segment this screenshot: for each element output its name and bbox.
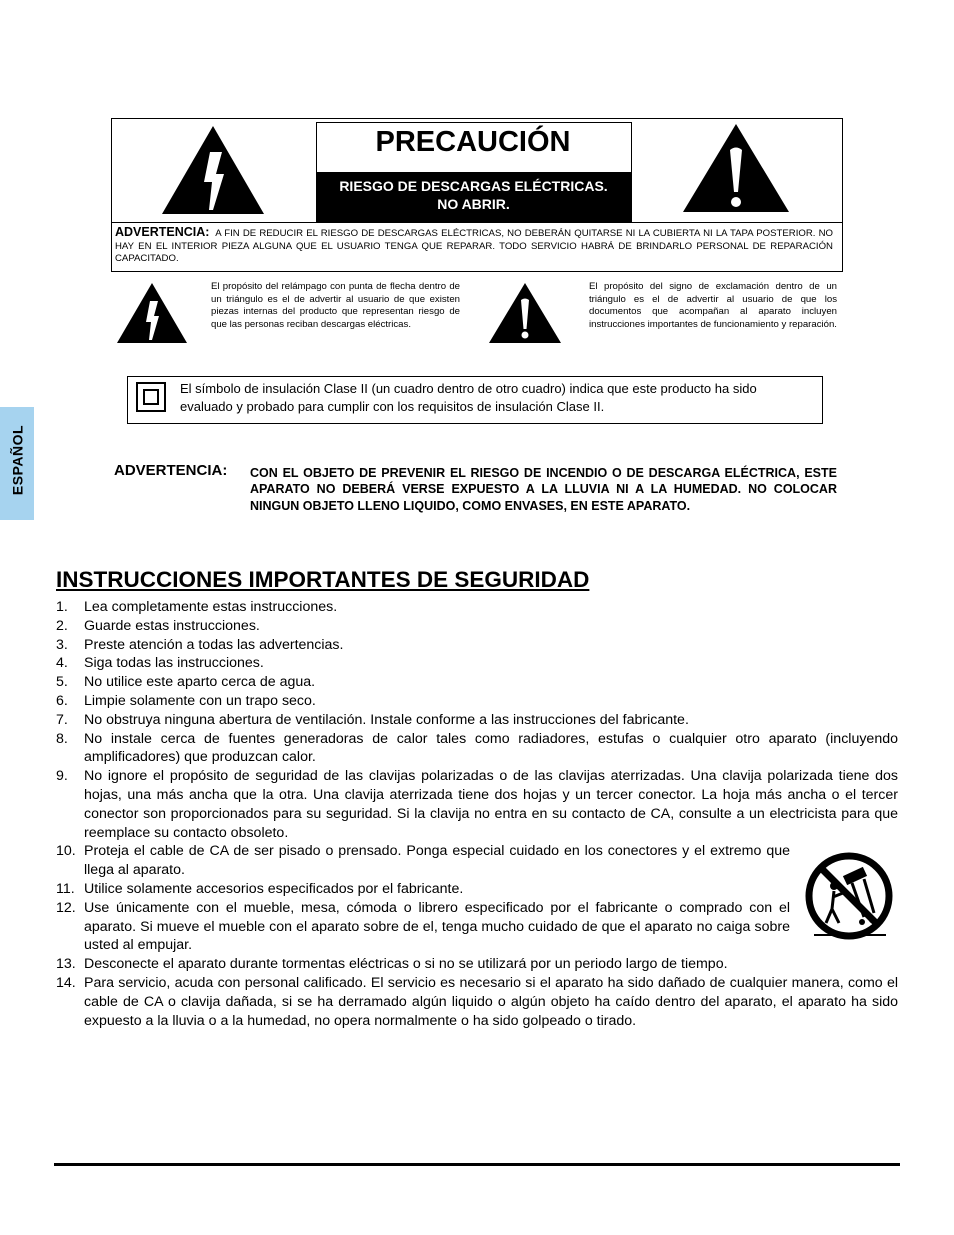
shock-risk-line-2: NO ABRIR. — [437, 196, 510, 212]
instruction-item — [56, 692, 898, 711]
instruction-text: Utilice solamente accesorios especificados por el fabricante. — [84, 880, 464, 897]
instruction-text: Preste atención a todas las advertencias. — [84, 636, 344, 653]
safety-instructions-list — [56, 598, 898, 1030]
instruction-text: Lea completamente estas instrucciones. — [84, 599, 338, 615]
caution-title: PRECAUCIÓN — [375, 126, 571, 158]
instruction-item — [56, 636, 898, 655]
instruction-item — [56, 899, 790, 955]
instruction-number: 7. — [56, 711, 68, 728]
lightning-description: El propósito del relámpago con punta de flecha dentro de un triángulo es el de advertir al usuario de que existen piezas internas del producto que representan riesgo de que las personas reciban descargas eléctricas. — [211, 281, 460, 330]
instruction-number: 2. — [56, 617, 68, 634]
exclamation-symbol-icon — [488, 282, 562, 344]
shock-risk-line-1: RIESGO DE DESCARGAS ELÉCTRICAS. — [339, 178, 608, 194]
instruction-number: 5. — [56, 674, 68, 691]
instruction-item — [56, 617, 898, 636]
class2-insulation-inner-icon — [143, 389, 159, 405]
instruction-text: No instale cerca de fuentes generadoras de calor tales como radiadores, estufas o cualquier otro aparato (incluyendo amplificadores) que produzcan calor. — [84, 730, 898, 766]
instruction-text: Para servicio, acuda con personal calificado. El servicio es necesario si el aparato ha sido dañado de cualquier manera, como el cable de CA o clavija dañada, si se ha derramado algún liquido o algún objeto ha caído dentro del aparato, el aparato ha sido expuesto a la lluvia o a la humedad, no opera normalmente o ha sido golpeado o tirado. — [84, 974, 898, 1029]
instruction-number: 1. — [56, 599, 68, 615]
instruction-text: No obstruya ninguna abertura de ventilación. Instale conforme a las instrucciones del fabricante. — [84, 711, 689, 728]
instruction-number: 4. — [56, 655, 68, 672]
instruction-text: Proteja el cable de CA de ser pisado o prensado. Ponga especial cuidado en los conectores y el extremo que llega al aparato. — [84, 843, 790, 879]
instruction-text: Use únicamente con el mueble, mesa, cómoda o librero especificado por el fabricante o comprado con el aparato. Si mueve el mueble con el aparato sobre de el, tenga mucho cuidado de que el aparato no caiga sobre usted al empujar. — [84, 899, 790, 954]
instruction-text: Desconecte el aparato durante tormentas eléctricas o si no se utilizará por un periodo largo de tiempo. — [84, 956, 728, 973]
class2-text: El símbolo de insulación Clase II (un cuadro dentro de otro cuadro) indica que este producto ha sido evaluado y probado para cumplir con los requisitos de insulación Clase II. — [180, 381, 757, 414]
exclamation-description: El propósito del signo de exclamación dentro de un triángulo es el de advertir al usuario de que los documentos que acompañan al aparato incluyen instrucciones importantes de funcionamiento y reparación. — [589, 281, 837, 330]
instruction-item — [56, 654, 898, 673]
instruction-item — [56, 598, 898, 617]
language-tab-label: ESPAÑOL — [9, 424, 26, 496]
fire-warning-text: CON EL OBJETO DE PREVENIR EL RIESGO DE INCENDIO O DE DESCARGA ELÉCTRICA, ESTE APARATO NO DEBERÁ VERSE EXPUESTO A LA LLUVIA NI A LA HUMEDAD. NO COLOCAR NINGUN OBJETO LLENO LIQUIDO, COMO ENVASES, EN ESTE APARATO. — [250, 466, 837, 513]
caution-warning-text: A FIN DE REDUCIR EL RIESGO DE DESCARGAS ELÉCTRICAS, NO DEBERÁN QUITARSE NI LA CUBIERTA NI LA TAPA POSTERIOR. NO HAY EN EL INTERIOR PIEZA ALGUNA QUE EL USUARIO TENGA QUE REPARAR. TODO SERVICIO HABRÁ DE BRINDARLO PERSONAL DE REPARACIÓN CAPACITADO. — [115, 228, 833, 264]
instruction-number: 6. — [56, 692, 68, 709]
fire-warning-label: ADVERTENCIA: — [114, 462, 228, 479]
instruction-item — [56, 842, 790, 880]
instruction-number: 13. — [56, 956, 76, 973]
instruction-number: 12. — [56, 899, 76, 916]
instruction-number: 8. — [56, 730, 68, 747]
safety-heading: INSTRUCCIONES IMPORTANTES DE SEGURIDAD — [56, 567, 590, 592]
instruction-item — [56, 880, 790, 899]
caution-warning — [115, 226, 833, 266]
instruction-text: Limpie solamente con un trapo seco. — [84, 692, 316, 709]
lightning-symbol-icon — [116, 282, 188, 344]
instruction-number: 11. — [56, 880, 75, 897]
instruction-item — [56, 767, 898, 842]
instruction-text: Guarde estas instrucciones. — [84, 617, 260, 634]
lightning-warning-icon — [160, 124, 266, 216]
instruction-item — [56, 974, 898, 1030]
exclamation-warning-icon — [681, 122, 791, 214]
instruction-item — [56, 955, 898, 974]
instruction-number: 14. — [56, 974, 76, 991]
instruction-item — [56, 730, 898, 768]
bottom-rule — [54, 1163, 900, 1166]
instruction-text: No utilice este aparto cerca de agua. — [84, 674, 316, 691]
instruction-number: 10. — [56, 843, 76, 860]
shock-risk-band — [316, 172, 631, 221]
instruction-item — [56, 711, 898, 730]
instruction-item — [56, 673, 898, 692]
instruction-number: 9. — [56, 768, 68, 785]
instruction-number: 3. — [56, 636, 68, 653]
instruction-text: Siga todas las instrucciones. — [84, 655, 264, 672]
caution-divider — [112, 222, 842, 223]
cart-tip-over-warning-icon — [804, 851, 894, 941]
instruction-text: No ignore el propósito de seguridad de las clavijas polarizadas o de las clavijas aterrizadas. Una clavija polarizada tiene dos hojas, una más ancha que la otra. Una clavija aterrizada tiene dos hojas y un tercer conector. La hoja más ancha o el tercer conector son proporcionados para su seguridad. Si la clavija no entra en su contacto de CA, consulte a un electricista para que reemplace su contacto obsoleto. — [84, 768, 898, 841]
caution-warning-label: ADVERTENCIA: — [115, 225, 210, 239]
